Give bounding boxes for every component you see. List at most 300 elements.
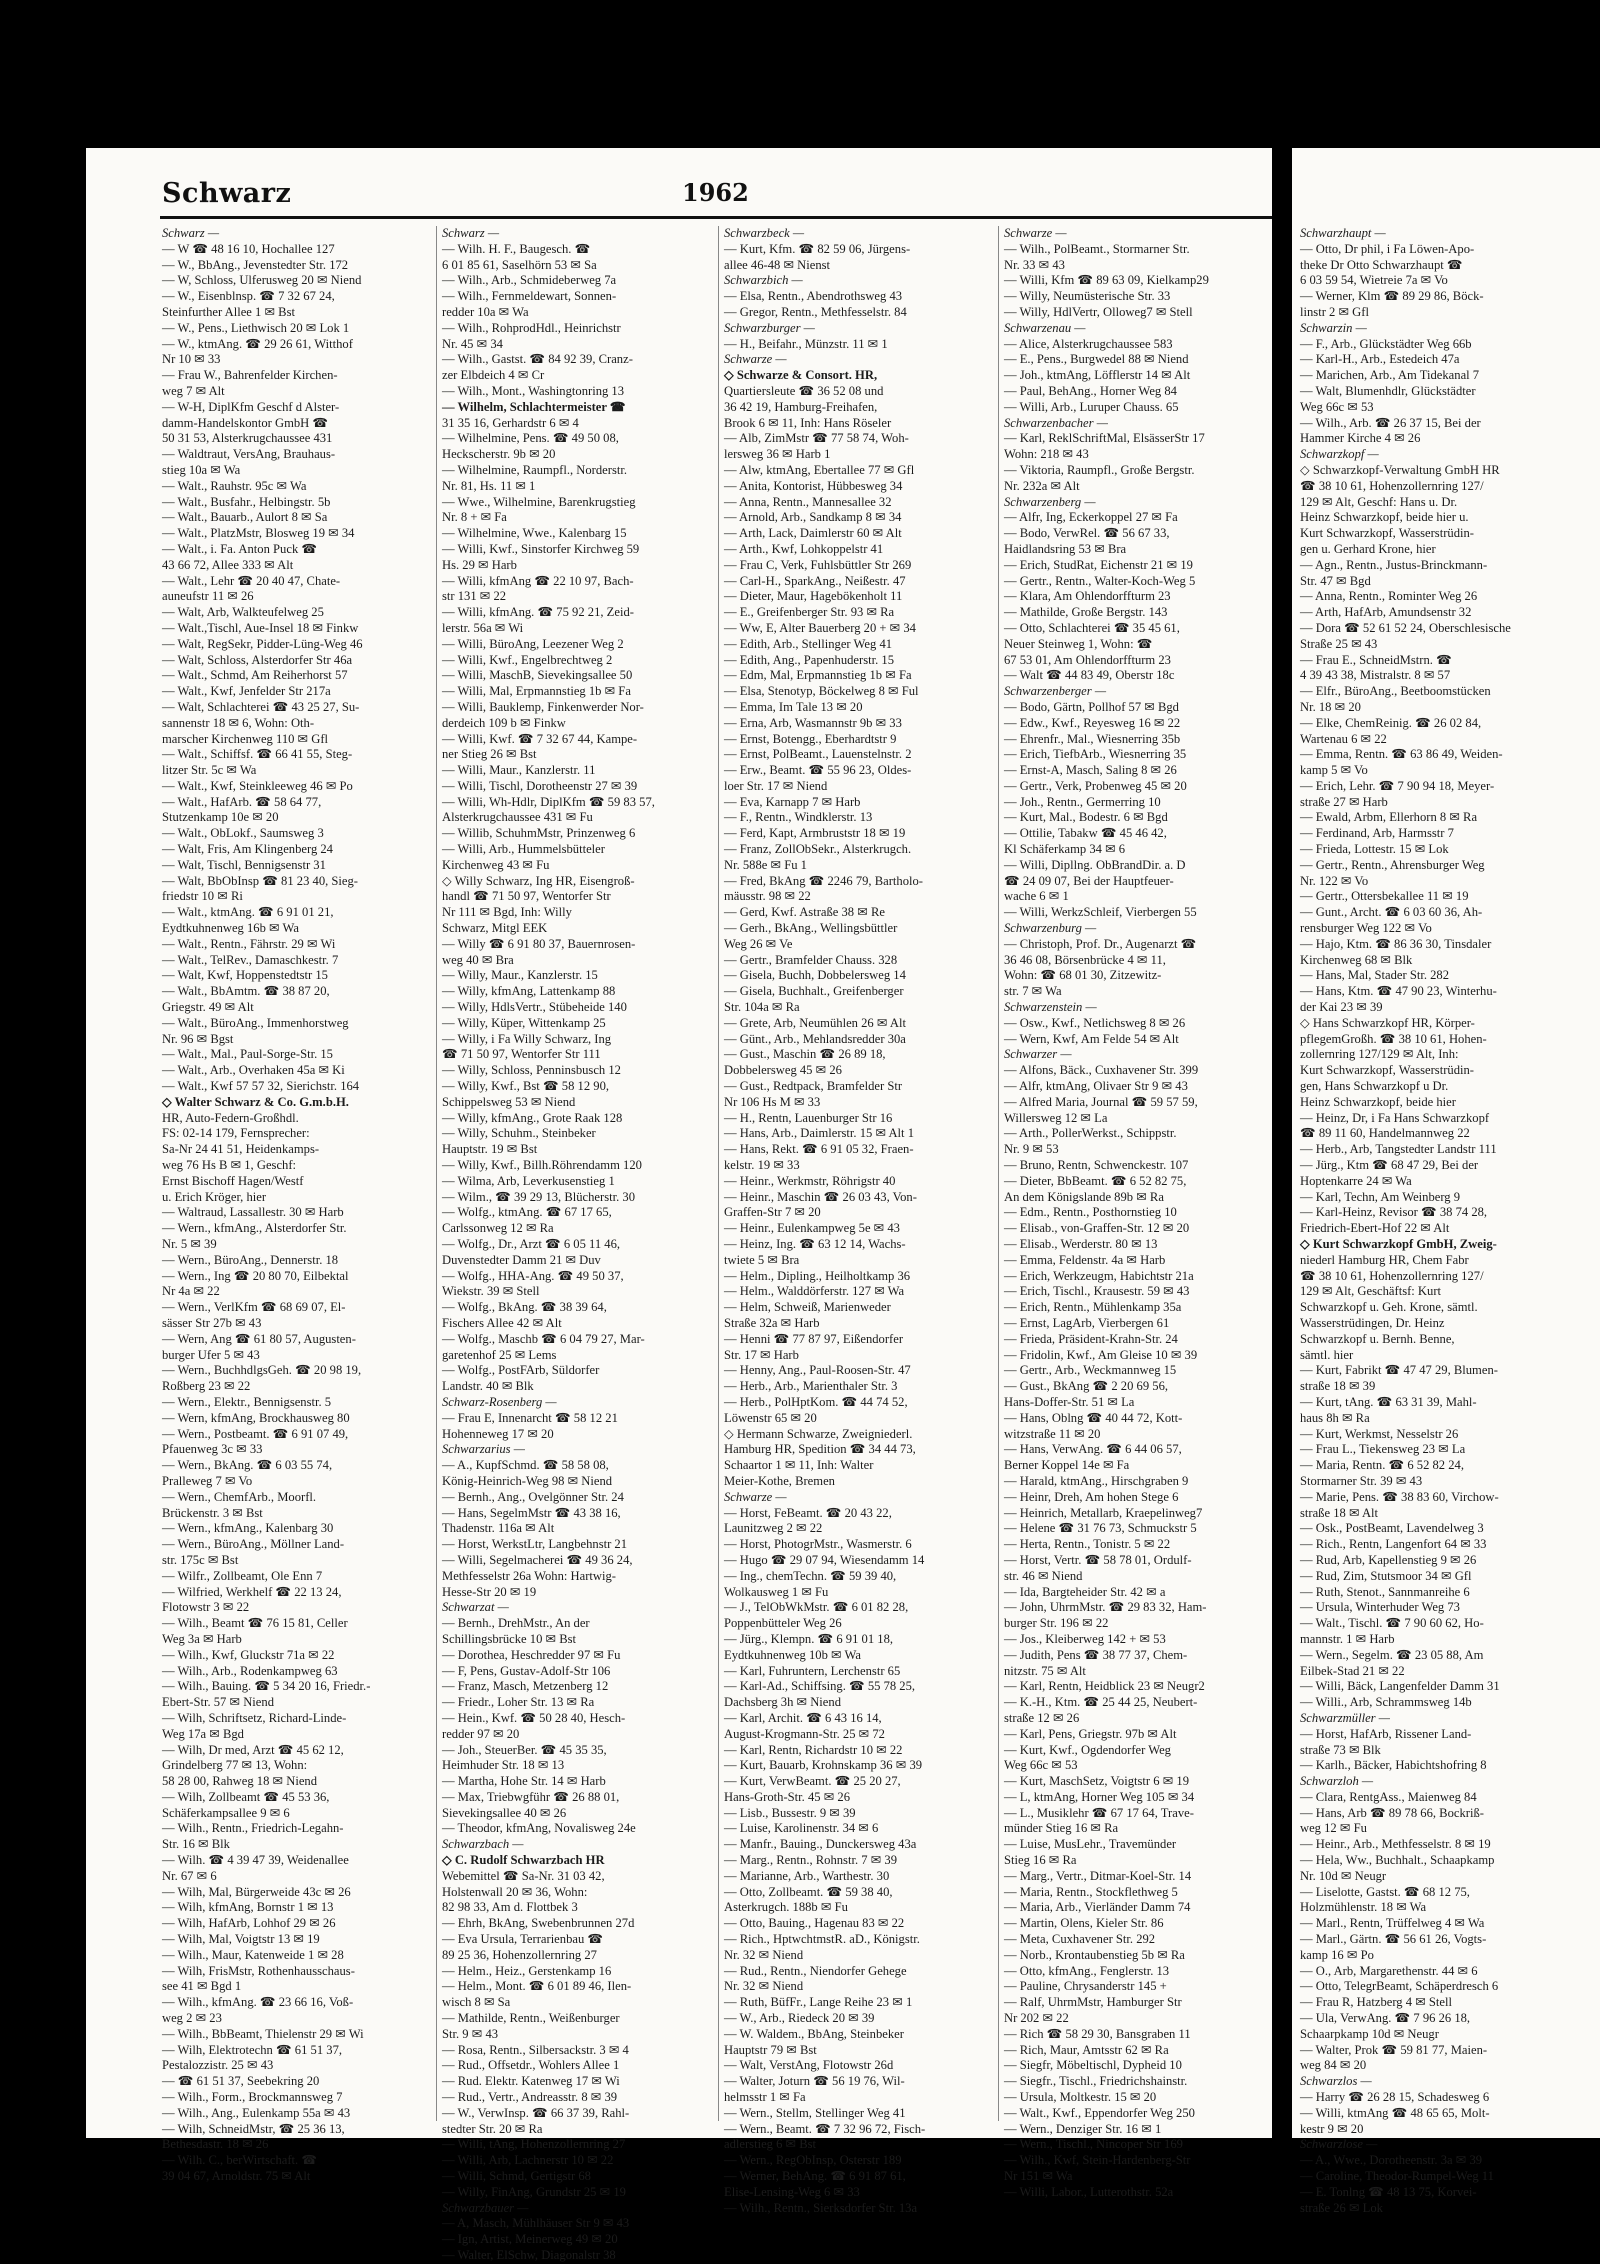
directory-entry: straße 26 ✉ Lok <box>1300 2200 1383 2215</box>
surname-heading: Schwarzin — <box>1300 320 1367 335</box>
directory-entry: — Waltraud, Lassallestr. 30 ✉ Harb <box>162 1205 344 1220</box>
directory-entry: — E. Tonlng ☎ 48 13 75, Korvei- <box>1300 2184 1477 2199</box>
directory-entry: — Bernh., DrehMstr., An der <box>442 1616 590 1631</box>
directory-entry: — Karl, Techn, Am Weinberg 9 <box>1300 1189 1461 1204</box>
directory-entry: — Willy, HdlsVertr., Stübeheide 140 <box>442 1000 627 1015</box>
directory-entry: Pralleweg 7 ✉ Vo <box>162 1473 253 1488</box>
directory-entry: — Wilh, kfmAng, Bornstr 1 ✉ 13 <box>162 1900 334 1915</box>
directory-entry: — Walt, Tischl, Bennigsenstr 31 <box>162 857 326 872</box>
directory-entry: — Herb., PolHptKom. ☎ 44 74 52, <box>724 1394 908 1409</box>
directory-entry: — Frau W., Bahrenfelder Kirchen- <box>162 368 338 383</box>
directory-entry: — Frau E, Innenarcht ☎ 58 12 21 <box>442 1410 618 1425</box>
directory-entry: — Frieda, Präsident-Krahn-Str. 24 <box>1004 1331 1178 1346</box>
directory-entry: Nr. 81, Hs. 11 ✉ 1 <box>442 478 536 493</box>
directory-entry: u. Erich Kröger, hier <box>162 1189 267 1204</box>
directory-entry: Hauptstr 79 ✉ Bst <box>724 2042 817 2057</box>
directory-entry: damm-Handelskontor GmbH ☎ <box>162 415 329 430</box>
directory-entry: — Wilh., Kwf, Gluckstr 71a ✉ 22 <box>162 1647 335 1662</box>
directory-entry: straße 18 ✉ 39 <box>1300 1379 1376 1394</box>
directory-entry: — Walt, Blumenhdlr, Glückstädter <box>1300 383 1476 398</box>
directory-entry: witzstraße 11 ✉ 20 <box>1004 1426 1101 1441</box>
directory-entry: — Willi, Bauklemp, Finkenwerder Nor- <box>442 699 644 714</box>
directory-entry: 4 39 43 38, Mistralstr. 8 ✉ 57 <box>1300 668 1451 683</box>
directory-entry: — H., Rentn, Lauenburger Str 16 <box>724 1110 893 1125</box>
directory-entry: Pfauenweg 3c ✉ 33 <box>162 1442 263 1457</box>
directory-entry: — Willi, Arb., Luruper Chauss. 65 <box>1004 399 1179 414</box>
directory-entry: — Ernst-A, Masch, Saling 8 ✉ 26 <box>1004 763 1177 778</box>
directory-entry: straße 18 ✉ Alt <box>1300 1505 1379 1520</box>
directory-entry: — Wilh., Mont., Washingtonring 13 <box>442 383 625 398</box>
directory-entry: Steinfurther Allee 1 ✉ Bst <box>162 304 295 319</box>
column-divider <box>436 226 437 2121</box>
directory-entry: — Wilh, Schriftsetz, Richard-Linde- <box>162 1710 347 1725</box>
directory-entry: 129 ✉ Alt, Geschf: Hans u. Dr. <box>1300 494 1458 509</box>
directory-entry: — Willy ☎ 6 91 80 37, Bauernrosen- <box>442 936 636 951</box>
directory-entry: — Gregor, Rentn., Methfesselstr. 84 <box>724 304 907 319</box>
directory-entry: 129 ✉ Alt, Geschäftsf: Kurt <box>1300 1284 1442 1299</box>
directory-entry: ◇ Kurt Schwarzkopf GmbH, Zweig- <box>1300 1237 1497 1251</box>
directory-entry: — Wilh, FrisMstr, Rothenhausschaus- <box>162 1963 355 1978</box>
directory-entry: weg 12 ✉ Fu <box>1300 1821 1367 1836</box>
directory-entry: — Kurt, Bauarb, Krohnskamp 36 ✉ 39 <box>724 1758 923 1773</box>
directory-entry: — Willy, FinAng, Grundstr 25 ✉ 19 <box>442 2184 626 2199</box>
directory-entry: — Wern, kfmAng, Brockhausweg 80 <box>162 1410 350 1425</box>
directory-entry: — Erich, Tischl., Krausestr. 59 ✉ 43 <box>1004 1284 1190 1299</box>
directory-entry: — Wern., Beamt. ☎ 7 32 96 72, Fisch- <box>724 2121 926 2136</box>
directory-entry: — Christoph, Prof. Dr., Augenarzt ☎ <box>1004 936 1197 951</box>
directory-entry: straße 73 ✉ Blk <box>1300 1742 1381 1757</box>
directory-entry: — Gertr., Bramfelder Chauss. 328 <box>724 952 898 967</box>
directory-entry: — Gertr., Rentn., Walter-Koch-Weg 5 <box>1004 573 1196 588</box>
directory-entry: — F., Arb., Glückstädter Weg 66b <box>1300 336 1472 351</box>
directory-entry: — Ign, Artist, Meinerweg 49 ✉ 20 <box>442 2232 618 2247</box>
directory-entry: — Wilh., kfmAng. ☎ 23 66 16, Voß- <box>162 1995 354 2010</box>
directory-entry: — Wilh., RohprodHdl., Heinrichstr <box>442 320 621 335</box>
directory-entry: Nr 151 ✉ Wa <box>1004 2169 1073 2184</box>
directory-entry: — Bernh., Ang., Ovelgönner Str. 24 <box>442 1489 624 1504</box>
directory-entry: — J., TelObWkMstr. ☎ 6 01 82 28, <box>724 1600 909 1615</box>
directory-entry: stieg 10a ✉ Wa <box>162 462 241 477</box>
directory-entry: Schippelsweg 53 ✉ Niend <box>442 1094 576 1109</box>
directory-entry: Griegstr. 49 ✉ Alt <box>162 1000 254 1015</box>
directory-entry: — Wilh., Rentn., Friedrich-Legahn- <box>162 1821 344 1836</box>
directory-entry: Kirchenweg 68 ✉ Blk <box>1300 952 1413 967</box>
directory-entry: Heinz Schwarzkopf, beide hier u. <box>1300 510 1469 525</box>
directory-entry: — Arth, HafArb, Amundsenstr 32 <box>1300 605 1472 620</box>
directory-entry: — Otto, Schlachterei ☎ 35 45 61, <box>1004 620 1180 635</box>
directory-entry: — Horst, PhotogrMstr., Wasmerstr. 6 <box>724 1537 912 1552</box>
directory-entry: — Theodor, kfmAng, Novalisweg 24e <box>442 1821 636 1836</box>
directory-entry: — Werner, Klm ☎ 89 29 86, Böck- <box>1300 289 1484 304</box>
directory-entry: — Willy, HdlVertr, Olloweg7 ✉ Stell <box>1004 304 1193 319</box>
directory-entry: — Wilh., BbBeamt, Thielenstr 29 ✉ Wi <box>162 2026 364 2041</box>
directory-entry: — Wern., Segelm. ☎ 23 05 88, Am <box>1300 1647 1484 1662</box>
directory-entry: Berner Koppel 14e ✉ Fa <box>1004 1458 1130 1473</box>
directory-entry: — Wilh., Arb. ☎ 26 37 15, Bei der <box>1300 415 1481 430</box>
directory-entry: — Wilhelmine, Wwe., Kalenbarg 15 <box>442 526 627 541</box>
directory-entry: Wolkausweg 1 ✉ Fu <box>724 1584 829 1599</box>
directory-entry: Brückenstr. 3 ✉ Bst <box>162 1505 263 1520</box>
directory-entry: — Herb., Arb., Marienthaler Str. 3 <box>724 1379 898 1394</box>
directory-entry: — Paul, BehAng., Horner Weg 84 <box>1004 383 1177 398</box>
directory-entry: August-Krogmann-Str. 25 ✉ 72 <box>724 1726 885 1741</box>
directory-entry: — Willy, Maur., Kanzlerstr. 15 <box>442 968 598 983</box>
directory-entry: — E., Pens., Burgwedel 88 ✉ Niend <box>1004 352 1189 367</box>
directory-entry: — Wern., Ing ☎ 20 80 70, Eilbektal <box>162 1268 349 1283</box>
directory-entry: Hans-Groth-Str. 45 ✉ 26 <box>724 1789 850 1804</box>
directory-entry: 6 03 59 54, Wietreie 7a ✉ Vo <box>1300 273 1448 288</box>
directory-entry: Hohenneweg 17 ✉ 20 <box>442 1426 554 1441</box>
directory-entry: Ebert-Str. 57 ✉ Niend <box>162 1695 274 1710</box>
directory-entry: — Wilh., Beamt ☎ 76 15 81, Celler <box>162 1616 348 1631</box>
directory-entry: — Willi, Kwf. ☎ 7 32 67 44, Kampe- <box>442 731 638 746</box>
directory-entry: Willersweg 12 ✉ La <box>1004 1110 1108 1125</box>
directory-entry: — Werner, BehAng. ☎ 6 91 87 61, <box>724 2169 906 2184</box>
directory-entry: — Heinz, Dr, i Fa Hans Schwarzkopf <box>1300 1110 1490 1125</box>
directory-entry: — Wilh, HafArb, Lohhof 29 ✉ 26 <box>162 1916 336 1931</box>
directory-entry: der Kai 23 ✉ 39 <box>1300 1000 1383 1015</box>
directory-entry: Hamburg HR, Spedition ☎ 34 44 73, <box>724 1442 916 1457</box>
directory-entry: — Caroline, Theodor-Rumpel-Weg 11 <box>1300 2169 1494 2184</box>
directory-entry: — Meta, Cuxhavener Str. 292 <box>1004 1932 1156 1947</box>
directory-entry: — Marianne, Arb., Warthestr. 30 <box>724 1868 890 1883</box>
directory-entry: Eydtkuhnenweg 16b ✉ Wa <box>162 921 299 936</box>
directory-entry: Stormarner Str. 39 ✉ 43 <box>1300 1473 1423 1488</box>
directory-entry: — Wern., Denziger Str. 16 ✉ 1 <box>1004 2121 1162 2136</box>
directory-entry: — Otto, Dr phil, i Fa Löwen-Apo- <box>1300 241 1475 256</box>
directory-entry: — Karl, ReklSchriftMal, ElsässerStr 17 <box>1004 431 1205 446</box>
directory-entry: — Walt., BüroAng., Immenhorstweg <box>162 1015 349 1030</box>
surname-heading: Schwarze — <box>1004 226 1067 240</box>
directory-entry: — Wolfg., ktmAng. ☎ 67 17 65, <box>442 1205 612 1220</box>
directory-entry: — Wern., Stellm, Stellinger Weg 41 <box>724 2105 906 2120</box>
directory-entry: — Heinz, Ing. ☎ 63 12 14, Wachs- <box>724 1237 906 1251</box>
directory-entry: — Wern., Postbeamt. ☎ 6 91 07 49, <box>162 1426 349 1441</box>
directory-entry: — Wern, Ang ☎ 61 80 57, Augusten- <box>162 1331 356 1346</box>
directory-entry: — Ww, E, Alter Bauerberg 20 + ✉ 34 <box>724 620 916 635</box>
directory-entry: — Ehrenfr., Mal., Wiesnerring 35b <box>1004 731 1181 746</box>
directory-entry: — A, Masch, Mühlhäuser Str 9 ✉ 43 <box>442 2216 630 2231</box>
directory-entry: Landstr. 40 ✉ Blk <box>442 1379 534 1394</box>
directory-entry: — Kurt, Werkmst, Nesselstr 26 <box>1300 1426 1459 1441</box>
directory-entry: — Heinr., Eulenkampweg 5e ✉ 43 <box>724 1221 900 1236</box>
directory-entry: — Agn., Rentn., Justus-Brinckmann- <box>1300 557 1488 572</box>
directory-entry: Hs. 29 ✉ Harb <box>442 557 517 572</box>
directory-entry: Quartiersleute ☎ 36 52 08 und <box>724 383 884 398</box>
directory-entry: ◇ Walter Schwarz & Co. G.m.b.H. <box>162 1094 349 1109</box>
directory-entry: — Frau L., Tiekensweg 23 ✉ La <box>1300 1442 1466 1457</box>
directory-entry: — Heinr., Arb., Methfesselstr. 8 ✉ 19 <box>1300 1837 1491 1852</box>
directory-entry: — Walt., PlatzMstr, Blosweg 19 ✉ 34 <box>162 526 355 541</box>
directory-column-1 <box>162 226 432 2184</box>
directory-entry: — Hans, Arb ☎ 89 78 66, Bockriß- <box>1300 1805 1484 1820</box>
directory-entry: Grindelberg 77 ✉ 13, Wohn: <box>162 1758 308 1773</box>
directory-entry: rensburger Weg 122 ✉ Vo <box>1300 921 1432 936</box>
directory-entry: — Karlh., Bäcker, Habichtshofring 8 <box>1300 1758 1487 1773</box>
directory-entry: Nr. 45 ✉ 34 <box>442 336 503 351</box>
directory-entry: — Klara, Am Ohlendorffturm 23 <box>1004 589 1171 604</box>
directory-entry: Hammer Kirche 4 ✉ 26 <box>1300 431 1421 446</box>
directory-entry: — Wilh, Mal, Voigtstr 13 ✉ 19 <box>162 1932 320 1947</box>
directory-entry: — Karl, Fuhruntern, Lerchenstr 65 <box>724 1663 901 1678</box>
directory-entry: — Wern, Kwf, Am Felde 54 ✉ Alt <box>1004 1031 1179 1046</box>
directory-entry: — Erich, Lehr. ☎ 7 90 94 18, Meyer- <box>1300 778 1495 793</box>
directory-entry: — L, ktmAng, Horner Weg 105 ✉ 34 <box>1004 1789 1195 1804</box>
directory-entry: — Arth, Lack, Daimlerstr 60 ✉ Alt <box>724 526 902 541</box>
directory-entry: — Willi, Arb., Hummelsbütteler <box>442 842 605 857</box>
directory-entry: — Willi., Arb, Schrammsweg 14b <box>1300 1695 1472 1710</box>
directory-entry: — Dorothea, Heschredder 97 ✉ Fu <box>442 1647 621 1662</box>
directory-entry: — Elisab., Werderstr. 80 ✉ 13 <box>1004 1237 1158 1251</box>
directory-entry: — Gertr., Ottersbekallee 11 ✉ 19 <box>1300 889 1469 904</box>
directory-entry: Nr 202 ✉ 22 <box>1004 2011 1069 2026</box>
directory-entry: — Maria, Rentn., Stockflethweg 5 <box>1004 1884 1178 1899</box>
directory-entry: — Wern., kfmAng., Kalenbarg 30 <box>162 1521 334 1536</box>
surname-heading: Schwarzenberg — <box>1004 494 1096 509</box>
directory-entry: 50 31 53, Alsterkrugchaussee 431 <box>162 431 333 446</box>
directory-entry: — W., Pens., Liethwisch 20 ✉ Lok 1 <box>162 320 350 335</box>
directory-entry: — Walt., Tischl. ☎ 7 90 60 62, Ho- <box>1300 1616 1484 1631</box>
directory-entry: Nr. 32 ✉ Niend <box>724 1979 804 1994</box>
directory-entry: — Ralf, UhrmMstr, Hamburger Str <box>1004 1995 1182 2010</box>
directory-entry: Thadenstr. 116a ✉ Alt <box>442 1521 555 1536</box>
directory-entry: — Viktoria, Raumpfl., Große Bergstr. <box>1004 462 1195 477</box>
directory-entry: Eydtkuhnenweg 10b ✉ Wa <box>724 1647 861 1662</box>
directory-entry: — Grete, Arb, Neumühlen 26 ✉ Alt <box>724 1015 906 1030</box>
directory-entry: — Rud., Offsetdr., Wohlers Allee 1 <box>442 2058 620 2073</box>
directory-entry: — Hans, VerwAng. ☎ 6 44 06 57, <box>1004 1442 1182 1457</box>
directory-entry: — Harald, ktmAng., Hirschgraben 9 <box>1004 1473 1189 1488</box>
directory-entry: Nr. 33 ✉ 43 <box>1004 257 1065 272</box>
directory-entry: — Erna, Arb, Wasmannstr 9b ✉ 33 <box>724 715 902 730</box>
directory-entry: — Willi, Kwf., Engelbrechtweg 2 <box>442 652 613 667</box>
directory-entry: — Marl., Gärtn. ☎ 56 61 26, Vogts- <box>1300 1932 1487 1947</box>
directory-entry: Flotowstr 3 ✉ 22 <box>162 1600 250 1615</box>
directory-entry: — F, Pens, Gustav-Adolf-Str 106 <box>442 1663 611 1678</box>
directory-entry: Str. 9 ✉ 43 <box>442 2026 499 2041</box>
directory-entry: — Wilh., Rentn., Sierksdorfer Str. 13a <box>724 2200 918 2215</box>
surname-heading: Schwarz-Rosenberg — <box>442 1394 557 1409</box>
running-head-title: Schwarz <box>162 178 292 209</box>
directory-entry: — Osw., Kwf., Netlichsweg 8 ✉ 26 <box>1004 1015 1186 1030</box>
directory-entry: — Willi, Tischl, Dorotheenstr 27 ✉ 39 <box>442 778 638 793</box>
directory-entry: — Karl, Archit. ☎ 6 43 16 14, <box>724 1710 882 1725</box>
directory-entry: — Willy, Schloss, Penninsbusch 12 <box>442 1063 621 1078</box>
directory-entry: Weg 66c ✉ 53 <box>1300 399 1374 414</box>
directory-entry: — Marg., Vertr., Ditmar-Koel-Str. 14 <box>1004 1868 1192 1883</box>
directory-entry: straße 27 ✉ Harb <box>1300 794 1388 809</box>
directory-entry: — Gertr., Arb., Weckmannweg 15 <box>1004 1363 1177 1378</box>
directory-entry: — Walt., Busfahr., Helbingstr. 5b <box>162 494 331 509</box>
directory-entry: — Wwe., Wilhelmine, Barenkrugstieg <box>442 494 636 509</box>
surname-heading: Schwarzenstein — <box>1004 1000 1097 1015</box>
surname-heading: Schwarzbauer — <box>442 2200 529 2215</box>
directory-entry: — Rud. Elektr. Katenweg 17 ✉ Wi <box>442 2074 620 2089</box>
directory-entry: — Franz, Masch, Metzenberg 12 <box>442 1679 609 1694</box>
directory-entry: 36 46 08, Börsenbrücke 4 ✉ 11, <box>1004 952 1166 967</box>
directory-entry: Sa-Nr 24 41 51, Heidenkamps- <box>162 1142 320 1157</box>
directory-entry: — Walt., Rauhstr. 95c ✉ Wa <box>162 478 307 493</box>
directory-entry: — Ula, VerwAng. ☎ 7 96 26 18, <box>1300 2011 1471 2026</box>
directory-entry: weg 76 Hs B ✉ 1, Geschf: <box>162 1158 297 1173</box>
directory-entry: — Rich., HptwchtmstR. aD., Königstr. <box>724 1932 920 1947</box>
directory-entry: — Wilhelm, Schlachtermeister ☎ <box>442 399 626 414</box>
directory-entry: Weg 3a ✉ Harb <box>162 1631 242 1646</box>
directory-entry: — Elke, ChemReinig. ☎ 26 02 84, <box>1300 715 1482 730</box>
directory-entry: — Gisela, Buchhalt., Greifenberger <box>724 984 904 999</box>
directory-entry: nitzstr. 75 ✉ Alt <box>1004 1663 1086 1678</box>
directory-entry: — Ottilie, Tabakw ☎ 45 46 42, <box>1004 826 1167 841</box>
directory-entry: — Gust., Redtpack, Bramfelder Str <box>724 1079 903 1094</box>
directory-entry: pflegemGroßh. ☎ 38 10 61, Hohen- <box>1300 1031 1487 1046</box>
directory-entry: — Wern., kfmAng., Alsterdorfer Str. <box>162 1221 347 1236</box>
directory-entry: — Walt., Kwf 57 57 32, Sierichstr. 164 <box>162 1079 360 1094</box>
directory-entry: ☎ 38 10 61, Hohenzollernring 127/ <box>1300 478 1484 493</box>
directory-entry: — Walt ☎ 44 83 49, Oberstr 18c <box>1004 668 1175 683</box>
directory-entry: Graffen-Str 7 ✉ 20 <box>724 1205 821 1220</box>
directory-entry: — Wern., BuchhdlgsGeh. ☎ 20 98 19, <box>162 1363 362 1378</box>
directory-entry: wisch 8 ✉ Sa <box>442 1995 511 2010</box>
directory-entry: Hans-Doffer-Str. 51 ✉ La <box>1004 1394 1135 1409</box>
directory-entry: — Walt., TelRev., Damaschkestr. 7 <box>162 952 339 967</box>
directory-entry: — Walt., ObLokf., Saumsweg 3 <box>162 826 324 841</box>
directory-entry: — Walter, ElSchw, Diagonalstr 38 <box>442 2248 616 2262</box>
directory-entry: — Willi, BüroAng, Leezener Weg 2 <box>442 636 624 651</box>
directory-entry: Nr 111 ✉ Bgd, Inh: Willy <box>442 905 572 920</box>
directory-entry: Straße 32a ✉ Harb <box>724 1315 820 1330</box>
directory-entry: — Walter, Joturn ☎ 56 19 76, Wil- <box>724 2074 905 2089</box>
directory-entry: — Willi, ktmAng ☎ 48 65 65, Molt- <box>1300 2105 1490 2120</box>
directory-entry: — Ernst, PolBeamt., Lauenstelnstr. 2 <box>724 747 912 762</box>
directory-entry: — Heinr, Dreh, Am hohen Stege 6 <box>1004 1489 1179 1504</box>
directory-entry: ◇ Schwarzkopf-Verwaltung GmbH HR <box>1300 462 1500 477</box>
directory-entry: Hesse-Str 20 ✉ 19 <box>442 1584 537 1599</box>
directory-entry: — Alfr, ktmAng, Olivaer Str 9 ✉ 43 <box>1004 1079 1188 1094</box>
directory-entry: — W., ktmAng. ☎ 29 26 61, Witthof <box>162 336 353 351</box>
directory-entry: — Helm., Mont. ☎ 6 01 89 46, Ilen- <box>442 1979 632 1994</box>
directory-entry: Kurt Schwarzkopf, Wasserstrüdin- <box>1300 1063 1474 1078</box>
directory-entry: — Walt., Mal., Paul-Sorge-Str. 15 <box>162 1047 333 1062</box>
directory-entry: — Wilh. ☎ 4 39 47 39, Weidenallee <box>162 1853 349 1868</box>
directory-entry: — Wilh., Form., Brockmannsweg 7 <box>162 2090 343 2105</box>
directory-entry: — Jürg., Ktm ☎ 68 47 29, Bei der <box>1300 1158 1479 1173</box>
directory-entry: — Wilh., Fernmeldewart, Sonnen- <box>442 289 617 304</box>
directory-entry: — Willi, Schmd, Gertigstr 68 <box>442 2169 591 2184</box>
directory-entry: — Walt., Bauarb., Aulort 8 ✉ Sa <box>162 510 328 525</box>
directory-entry: adlerstieg 6 ✉ Bst <box>724 2137 817 2152</box>
directory-entry: — Erich, Rentn., Mühlenkamp 35a <box>1004 1300 1182 1315</box>
column-divider <box>998 226 999 2121</box>
directory-entry: — Ernst, Botengg., Eberhardtstr 9 <box>724 731 897 746</box>
directory-entry: wache 6 ✉ 1 <box>1004 889 1069 904</box>
directory-entry: — Wolfg., Dr., Arzt ☎ 6 05 11 46, <box>442 1237 621 1251</box>
surname-heading: Schwarzbach — <box>442 1837 524 1852</box>
directory-entry: — Hela, Ww., Buchhalt., Schaapkamp <box>1300 1853 1495 1868</box>
directory-entry: — Wilh, Zollbeamt ☎ 45 53 36, <box>162 1789 330 1804</box>
directory-entry: Launitzweg 2 ✉ 22 <box>724 1521 823 1536</box>
directory-entry: Bethesdastr. 18 ✉ 26 <box>162 2137 269 2152</box>
directory-entry: mäusstr. 98 ✉ 22 <box>724 889 811 904</box>
directory-entry: Nr. 96 ✉ Bgst <box>162 1031 234 1046</box>
directory-entry: — Emma, Im Tale 13 ✉ 20 <box>724 699 863 714</box>
surname-heading: Schwarzenberger — <box>1004 684 1107 699</box>
directory-entry: — Willi, Arb, Lachnerstr 10 ✉ 22 <box>442 2153 614 2168</box>
directory-entry: — Marg., Rentn., Rohnstr. 7 ✉ 39 <box>724 1853 897 1868</box>
directory-entry: — Walt, VerstAng, Flotowstr 26d <box>724 2058 894 2073</box>
directory-entry: Nr. 18 ✉ 20 <box>1300 699 1361 714</box>
directory-entry: — W., VerwInsp. ☎ 66 37 39, Rahl- <box>442 2105 630 2120</box>
directory-entry: redder 10a ✉ Wa <box>442 304 529 319</box>
directory-entry: weg 7 ✉ Alt <box>162 383 225 398</box>
directory-entry: Haidlandsring 53 ✉ Bra <box>1004 541 1127 556</box>
directory-entry: — Erich, Werkzeugm, Habichtstr 21a <box>1004 1268 1194 1283</box>
directory-entry: — Eva, Karnapp 7 ✉ Harb <box>724 794 861 809</box>
directory-entry: — Hugo ☎ 29 07 94, Wiesendamm 14 <box>724 1552 925 1567</box>
directory-entry: friedstr 10 ✉ Ri <box>162 889 243 904</box>
directory-entry: — Willi, WerkzSchleif, Vierbergen 55 <box>1004 905 1197 920</box>
directory-entry: — Frau R, Hatzberg 4 ✉ Stell <box>1300 1995 1452 2010</box>
surname-heading: Schwarze — <box>724 1489 787 1504</box>
directory-entry: — W-H, DiplKfm Geschf d Alster- <box>162 399 340 414</box>
directory-entry: — Wern., Tischl., Nincoper Str 169 <box>1004 2137 1183 2152</box>
directory-entry: — Dieter, Maur, Hagebökenholt 11 <box>724 589 903 604</box>
directory-entry: — Norb., Krontaubenstieg 5b ✉ Ra <box>1004 1947 1185 1962</box>
directory-entry: Nr. 122 ✉ Vo <box>1300 873 1369 888</box>
directory-entry: Str. 47 ✉ Bgd <box>1300 573 1371 588</box>
directory-entry: Wiekstr. 39 ✉ Stell <box>442 1284 540 1299</box>
directory-entry: 82 98 33, Am d. Flottbek 3 <box>442 1900 578 1915</box>
directory-entry: str 131 ✉ 22 <box>442 589 507 604</box>
directory-entry: ◇ Hermann Schwarze, Zweigniederl. <box>724 1426 913 1441</box>
directory-entry: — Otto, Bauing., Hagenau 83 ✉ 22 <box>724 1916 905 1931</box>
directory-entry: — Helm., Dipling., Heilholtkamp 36 <box>724 1268 911 1283</box>
directory-entry: — Ida, Bargteheider Str. 42 ✉ a <box>1004 1584 1166 1599</box>
surname-heading: Schwarz — <box>442 226 500 240</box>
adjacent-page <box>1292 148 1600 2215</box>
surname-heading: Schwarzat — <box>442 1600 509 1615</box>
directory-entry: — Rich., Rentn, Langenfort 64 ✉ 33 <box>1300 1537 1487 1552</box>
directory-entry: — Horst, WerkstLtr, Langbehnstr 21 <box>442 1537 628 1552</box>
directory-entry: — Otto, TelegrBeamt, Schäperdresch 6 <box>1300 1979 1499 1994</box>
directory-entry: — Wern., BkAng. ☎ 6 03 55 74, <box>162 1458 333 1473</box>
directory-entry: Sievekingsallee 40 ✉ 26 <box>442 1805 567 1820</box>
directory-entry: — Hans, SegelmMstr ☎ 43 38 16, <box>442 1505 621 1520</box>
directory-entry: — Gust., Maschin ☎ 26 89 18, <box>724 1047 886 1062</box>
directory-entry: Weg 66c ✉ 53 <box>1004 1758 1078 1773</box>
directory-entry: 43 66 72, Allee 333 ✉ Alt <box>162 557 294 572</box>
directory-entry: — Osk., PostBeamt, Lavendelweg 3 <box>1300 1521 1484 1536</box>
directory-entry: — Edith, Arb., Stellinger Weg 41 <box>724 636 893 651</box>
directory-entry: — Helm, Schweiß, Marienweder <box>724 1300 891 1315</box>
directory-entry: — Siegfr, Möbeltischl, Dypheid 10 <box>1004 2058 1182 2073</box>
directory-entry: str. 175c ✉ Bst <box>162 1552 239 1567</box>
directory-entry: lerstr. 56a ✉ Wi <box>442 620 524 635</box>
directory-entry: — Hans, Ktm. ☎ 47 90 23, Winterhu- <box>1300 984 1497 999</box>
directory-entry: — Willy, kfmAng., Grote Raak 128 <box>442 1110 623 1125</box>
directory-entry: — W. Waldem., BbAng, Steinbeker <box>724 2026 904 2041</box>
directory-entry: — F., Rentn., Windklerstr. 13 <box>724 810 873 825</box>
directory-column-5 <box>1300 226 1600 2215</box>
directory-entry: — Willy, Küper, Wittenkamp 25 <box>442 1015 606 1030</box>
directory-entry: — Walt., Kwf, Jenfelder Str 217a <box>162 684 331 699</box>
directory-entry: — Pauline, Chrysanderstr 145 + <box>1004 1979 1167 1994</box>
surname-heading: Schwarzburger — <box>724 320 815 335</box>
directory-entry: Nr. 5 ✉ 39 <box>162 1237 217 1251</box>
directory-entry: — Wilh, SchneidMstr, ☎ 25 36 13, <box>162 2121 345 2136</box>
directory-entry: — Wilh, Dr med, Arzt ☎ 45 62 12, <box>162 1742 344 1757</box>
surname-heading: Schwarzbeck — <box>724 226 805 240</box>
directory-entry: garetenhof 25 ✉ Lems <box>442 1347 557 1362</box>
